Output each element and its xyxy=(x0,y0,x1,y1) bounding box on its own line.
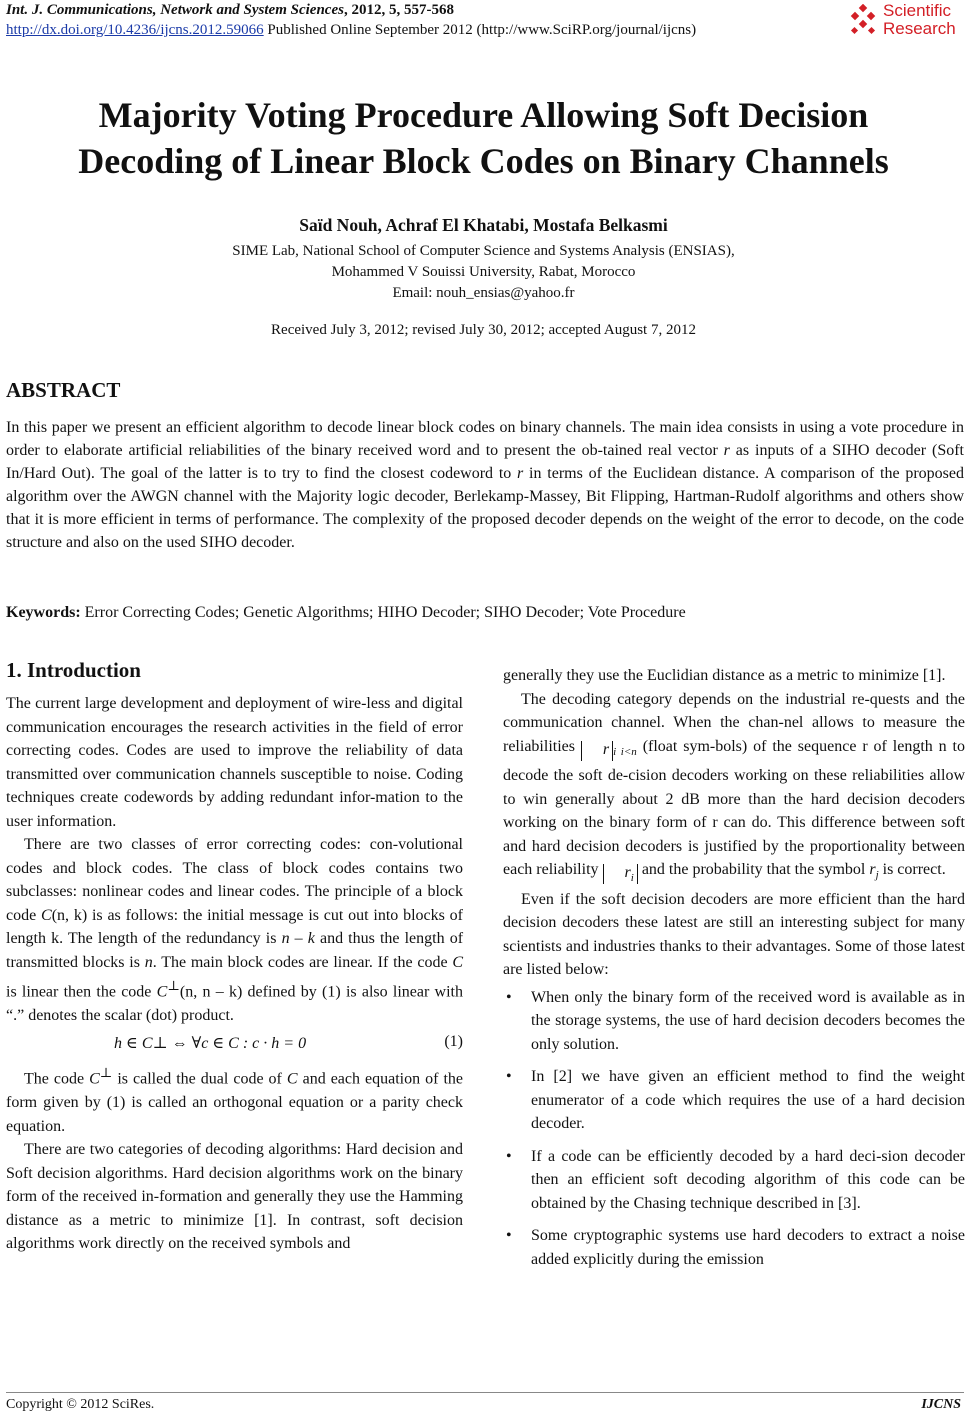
text: is called the dual code of xyxy=(112,1070,287,1088)
doi-link[interactable]: http://dx.doi.org/10.4236/ijcns.2012.59066 xyxy=(6,22,264,38)
keywords-label: Keywords: xyxy=(6,604,81,621)
abstract-text-1: In this paper we present an efficient algorithm to decode linear block codes on binary channels. The main idea consists in using a vote procedure in order to elaborate artificial reliabilities of the binary received word and to present the ob-tained real vector xyxy=(6,419,964,459)
paper-title xyxy=(0,92,967,184)
var-n-minus-k: n – k xyxy=(281,930,315,947)
right-paragraph-3: Even if the soft decision decoders are more efficient than the hard decision decoders these latest are still an interesting subject for many scientists and industries thanks to their advantages. Some of those latest are listed below: xyxy=(503,890,965,979)
perp-symbol: ⊥ xyxy=(167,978,180,993)
text: (n, n – k) xyxy=(179,983,243,1001)
list-item: • In [2] we have given an efficient method to find the weight enumerator of a code which requires the use of a hard decision decoder. xyxy=(503,1065,965,1136)
right-column xyxy=(503,664,965,1280)
footer-divider xyxy=(6,1392,964,1393)
var-C: C xyxy=(41,906,52,924)
text: is correct. xyxy=(878,861,946,879)
subscript-j: j xyxy=(875,869,879,882)
logo-line-1: Scientific xyxy=(883,1,952,20)
text: defined by (1) is also linear with “.” denotes the scalar (dot) product. xyxy=(6,983,464,1024)
list-item: • Some cryptographic systems use hard decoders to extract a noise added explicitly during the emission xyxy=(503,1224,965,1271)
text: and the probability that the symbol xyxy=(637,861,870,879)
text: There are two classes of error correcting codes: con-volutional codes and block codes. The class of block codes contains two subclasses: nonlinear codes and linear codes. The principle of a block code xyxy=(6,836,463,924)
text: is linear then the code xyxy=(6,983,157,1001)
intro-paragraph-3 xyxy=(6,1061,463,1138)
var-n: n xyxy=(144,953,153,971)
var-r: r xyxy=(602,740,610,758)
text: and each equation of the form given by (1) is called an orthogonal equation or a parity check equation. xyxy=(6,1070,464,1135)
doi-line xyxy=(6,22,696,39)
var-C: C xyxy=(286,1070,298,1088)
advantages-list xyxy=(503,986,965,1272)
affiliation xyxy=(0,241,967,304)
equation-1-body: h ∈ C⊥ ⇔ ∀c ∈ C : c · h = 0 xyxy=(114,1035,307,1053)
abstract-var-r: r xyxy=(517,465,524,482)
title-line-1: Majority Voting Procedure Allowing Soft Decision xyxy=(98,95,869,135)
var-C: C xyxy=(156,983,168,1001)
section-heading-introduction: 1. Introduction xyxy=(6,658,141,682)
reliability-formula xyxy=(581,741,613,761)
journal-issue: , 2012, 5, 557-568 xyxy=(343,2,454,18)
text: (n, k) xyxy=(51,906,88,924)
left-column xyxy=(6,658,463,1256)
right-paragraph-1: generally they use the Euclidian distance as a metric to minimize [1]. xyxy=(503,667,946,684)
text: The code xyxy=(24,1070,90,1088)
abstract-text-3: in terms of the Euclidean distance. A comparison of the proposed algorithm over the AWGN channel with the Majority logic decoder, Berlekamp-Massey, Bit Flipping, Hartman-Rudolf algorithms and others show that it is more efficient in terms of performance. The complexity of the proposed decoder depends on the weight of the error to decode, on the code structure and also on the used SIHO decoder. xyxy=(6,465,964,551)
keywords-list: Error Correcting Codes; Genetic Algorithms; HIHO Decoder; SIHO Decoder; Vote Procedure xyxy=(80,604,686,621)
intro-paragraph-1: The current large development and deployment of wire-less and digital communication encourages the research activities in the field of error correcting codes. Codes are used to improve the reliability of data transmitted over communication channels susceptible to noise. Coding techniques create codewords by adding redundant infor-mation to the user information. xyxy=(6,695,463,830)
list-item: • If a code can be efficiently decoded by a hard deci-sion decoder then an efficient soft decoding algorithm of this code can be obtained by the Chasing technique described in [3]. xyxy=(503,1145,965,1216)
text: The decoding category depends on the industrial re-quests and the communication channel. When the chan-nel allows to measure the reliabilities xyxy=(503,690,965,755)
abstract-text-2: as inputs of a SIHO decoder (Soft In/Hard Out). The goal of the latter is to try to find the closest codeword to xyxy=(6,442,965,482)
abstract-heading: ABSTRACT xyxy=(6,378,121,402)
scientific-research-logo xyxy=(848,0,964,44)
affiliation-line-1: SIME Lab, National School of Computer Science and Systems Analysis (ENSIAS), xyxy=(232,243,735,259)
subscript-i: i xyxy=(630,872,634,885)
subscript: i i<n xyxy=(613,745,637,758)
text: . The main block codes are linear. If the code xyxy=(152,953,453,971)
intro-paragraph-2 xyxy=(6,833,463,1027)
affiliation-line-2: Mohammed V Souissi University, Rabat, Morocco xyxy=(331,264,636,280)
published-text: Published Online September 2012 (http://www.SciRP.org/journal/ijcns) xyxy=(263,22,697,38)
right-paragraph-2 xyxy=(503,688,965,888)
var-r: r xyxy=(869,861,876,879)
var-C: C xyxy=(89,1070,100,1088)
journal-name: Int. J. Communications, Network and System Sciences xyxy=(6,2,344,18)
keywords xyxy=(6,604,686,622)
text: (float sym-bols) of the sequence r of length n to decode the soft de-cision decoders working on these reliabilities allow to win generally about 2 dB more than the hard decision decoders working on the binary form of r can do. This difference between soft and hard decision decoders is justified by the proportionality between each reliability xyxy=(503,737,965,879)
title-line-2: Decoding of Linear Block Codes on Binary Channels xyxy=(78,141,889,181)
abstract-body xyxy=(6,416,964,554)
journal-header-line xyxy=(6,2,454,19)
text: is as follows: the initial message is cut out into blocks of length k. The length of the redundancy is xyxy=(6,906,464,947)
abstract-var-r: r xyxy=(723,442,730,459)
footer-copyright: Copyright © 2012 SciRes. xyxy=(6,1397,155,1412)
email: Email: nouh_ensias@yahoo.fr xyxy=(392,285,575,301)
text: and thus the length of transmitted blocks is xyxy=(6,930,464,971)
var-C: C xyxy=(452,953,464,971)
equation-1-number: (1) xyxy=(444,1033,463,1051)
authors: Saïd Nouh, Achraf El Khatabi, Mostafa Belkasmi xyxy=(299,215,668,235)
received-dates: Received July 3, 2012; revised July 30, 2012; accepted August 7, 2012 xyxy=(271,322,696,338)
var-r: r xyxy=(624,864,631,882)
logo-line-2: Research xyxy=(883,19,956,38)
intro-paragraph-4: There are two categories of decoding algorithms: Hard decision and Soft decision algorithms. Hard decision algorithms work on the binary form of the received in-formation and generally they use the Hamming distance as a metric to minimize [1]. In contrast, soft decision algorithms work directly on the received symbols and xyxy=(6,1141,463,1253)
reliability-ri xyxy=(603,864,638,884)
equation-1 xyxy=(6,1027,463,1061)
logo-mark-icon xyxy=(848,4,880,36)
footer-journal-abbr: IJCNS xyxy=(921,1397,961,1412)
list-item: • When only the binary form of the received word is available as in the storage systems, the use of hard decision decoders becomes the only solution. xyxy=(503,986,965,1057)
perp-symbol: ⊥ xyxy=(99,1065,113,1081)
